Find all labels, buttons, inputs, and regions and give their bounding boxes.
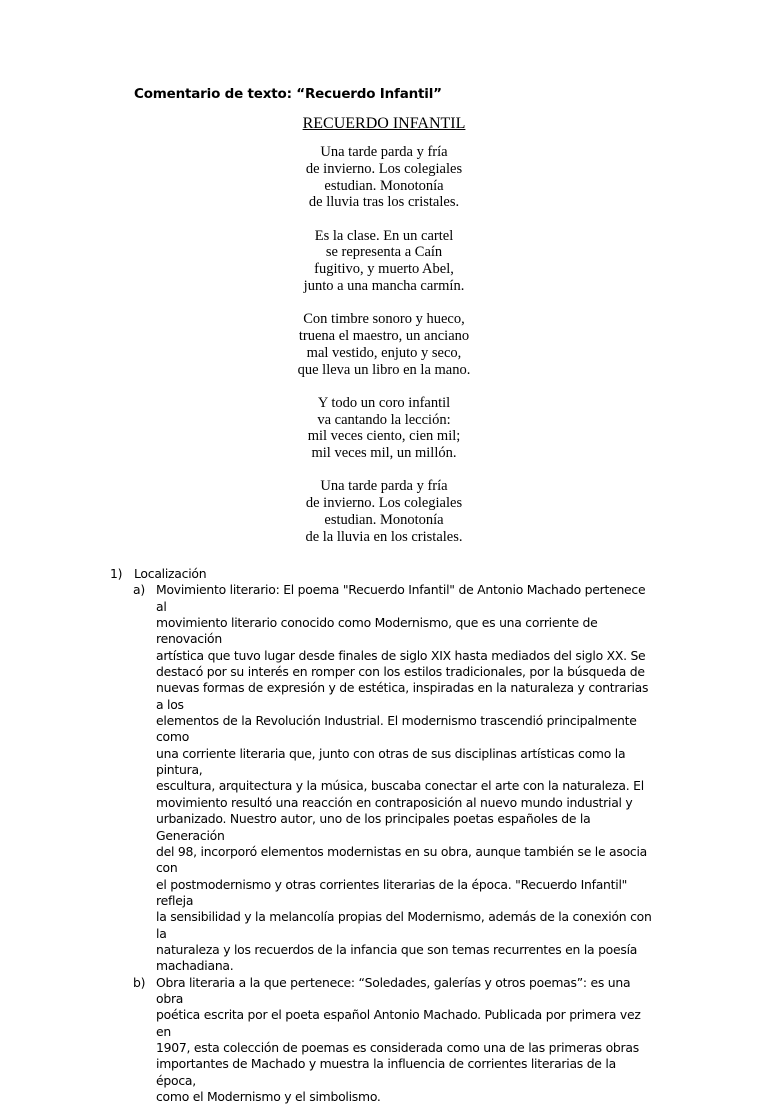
verse: fugitivo, y muerto Abel, (314, 261, 454, 278)
verse: estudian. Monotonía (324, 511, 444, 528)
document-title: Comentario de texto: “Recuerdo Infantil” (134, 86, 442, 102)
paragraph-line: una corriente literaria que, junto con otras de sus disciplinas artísticas como la pintura, (156, 745, 626, 778)
verse: de invierno. Los colegiales (305, 160, 463, 177)
verse: Y todo un coro infantil (317, 394, 451, 411)
paragraph-line: naturaleza y los recuerdos de la infancia que son temas recurrentes en la poesía (156, 941, 638, 957)
section-title: Localización (134, 566, 207, 581)
verse: de la lluvia en los cristales. (305, 528, 463, 545)
verse: Una tarde parda y fría (320, 144, 448, 160)
list-item-a (0, 582, 656, 974)
poem-stanza-4 (234, 395, 534, 462)
paragraph-line: escultura, arquitectura y la música, buscaba conectar el arte con la naturaleza. El (156, 778, 644, 794)
verse: mil veces mil, un millón. (311, 445, 457, 462)
paragraph-line: artística que tuvo lugar desde finales de siglo XIX hasta mediados del siglo XX. Se (156, 647, 646, 663)
analysis-section (0, 566, 768, 1105)
paragraph-line: nuevas formas de expresión y de estética, inspiradas en la naturaleza y contrarias a los (156, 680, 649, 712)
poem (234, 114, 534, 562)
paragraph-line: como el Modernismo y el simbolismo. (156, 1089, 381, 1104)
verse: truena el maestro, un anciano (298, 327, 470, 344)
section-heading (0, 566, 768, 582)
verse: Es la clase. En un cartel (314, 227, 454, 244)
verse: mal vestido, enjuto y seco, (306, 344, 462, 361)
verse: de lluvia tras los cristales. (308, 194, 460, 211)
poem-stanza-1 (234, 144, 534, 211)
verse: mil veces ciento, cien mil; (307, 428, 461, 445)
verse: se representa a Caín (325, 244, 443, 261)
poem-stanza-5 (234, 478, 534, 545)
paragraph-line: machadiana. (156, 958, 234, 974)
paragraph-line: movimiento literario conocido como Modernismo, que es una corriente de renovación (156, 615, 598, 647)
verse: junto a una mancha carmín. (303, 277, 465, 294)
verse: que lleva un libro en la mano. (297, 361, 471, 378)
list-item-b (0, 975, 656, 1105)
verse: de invierno. Los colegiales (305, 495, 463, 512)
paragraph-line: el postmodernismo y otras corrientes literarias de la época. "Recuerdo Infantil" refleja (156, 876, 628, 908)
paragraph-line: del 98, incorporó elementos modernistas en su obra, aunque también se le asocia con (156, 843, 648, 876)
poem-stanza-3 (234, 311, 534, 378)
paragraph-line: importantes de Machado y muestra la influencia de corrientes literarias de la época, (156, 1056, 616, 1088)
verse: estudian. Monotonía (324, 177, 444, 194)
section-number: 1) (110, 566, 123, 581)
poem-title: RECUERDO INFANTIL (302, 115, 466, 132)
paragraph-line: elementos de la Revolución Industrial. El modernismo trascendió principalmente como (156, 713, 637, 745)
verse: va cantando la lección: (317, 411, 451, 428)
paragraph-line: Obra literaria a la que pertenece: “Soledades, galerías y otros poemas”: es una obra (156, 974, 631, 1006)
verse: Con timbre sonoro y hueco, (303, 311, 465, 328)
list-item-marker: b) (133, 974, 146, 990)
paragraph-line: poética escrita por el poeta español Antonio Machado. Publicada por primera vez en (156, 1007, 641, 1039)
list-item-marker: a) (133, 582, 145, 598)
paragraph-line: urbanizado. Nuestro autor, uno de los principales poetas españoles de la Generación (156, 811, 591, 843)
paragraph-line: destacó por su interés en romper con los estilos tradicionales, por la búsqueda de (156, 664, 645, 680)
paragraph-line: 1907, esta colección de poemas es considerada como una de las primeras obras (156, 1039, 639, 1055)
paragraph-line: movimiento resultó una reacción en contraposición al nuevo mundo industrial y (156, 794, 633, 810)
paragraph-line: la sensibilidad y la melancolía propias del Modernismo, además de la conexión con la (156, 909, 652, 941)
poem-stanza-2 (234, 228, 534, 295)
paragraph-line: Movimiento literario: El poema "Recuerdo Infantil" de Antonio Machado pertenece al (156, 582, 646, 614)
verse: Una tarde parda y fría (320, 478, 448, 495)
